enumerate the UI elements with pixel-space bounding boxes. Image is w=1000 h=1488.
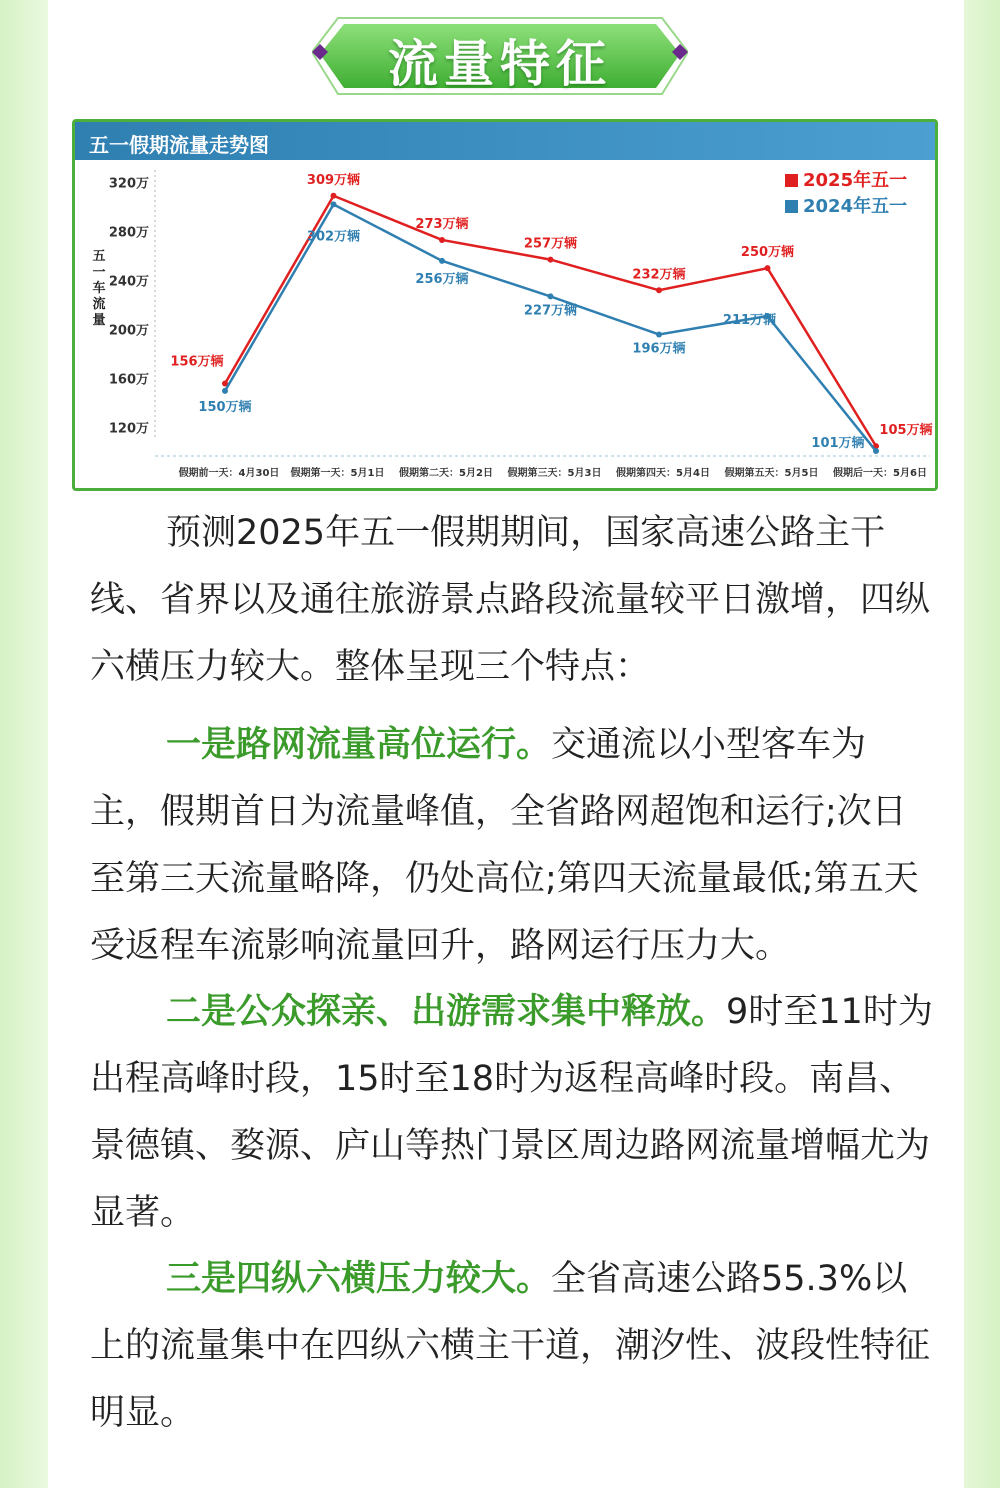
y-axis-label: 流 <box>92 297 106 312</box>
point-3-lead: 三是四纵六横压力较大。 <box>166 1259 552 1299</box>
intro-text: 预测2025年五一假期期间，国家高速公路主干线、省界以及通往旅游景点路段流量较平日激增，四纵六横压力较大。整体呈现三个特点： <box>90 513 931 687</box>
point-1-lead: 一是路网流量高位运行。 <box>166 725 552 765</box>
side-decoration-left <box>0 0 48 1488</box>
legend-swatch <box>785 174 798 187</box>
x-tick-label: 假期第四天：5月4日 <box>616 468 710 479</box>
data-point <box>439 258 445 264</box>
x-tick-label: 假期第三天：5月3日 <box>507 468 602 479</box>
x-tick-label: 假期第一天：5月1日 <box>290 468 385 479</box>
point-1-text: 交通流以小型客车为主，假期首日为流量峰值，全省路网超饱和运行;次日至第三天流量略降，仍处高位;第四天流量最低;第五天受返程车流影响流量回升，路网运行压力大。 <box>90 725 919 966</box>
data-point <box>656 331 662 337</box>
banner-title: 流量特征 <box>388 35 612 93</box>
data-label: 257万辆 <box>523 236 578 252</box>
data-label: 196万辆 <box>632 341 686 357</box>
data-label: 211万辆 <box>722 313 777 329</box>
y-tick-label: 160万 <box>108 372 149 388</box>
data-point <box>656 287 662 293</box>
data-point <box>331 193 337 199</box>
data-label: 273万辆 <box>415 216 469 232</box>
point-2-text: 9时至11时为出程高峰时段，15时至18时为返程高峰时段。南昌、景德镇、婺源、庐山等热门景区周边路网流量增幅尤为显著。 <box>90 992 933 1233</box>
y-tick-label: 120万 <box>108 421 149 437</box>
data-label: 232万辆 <box>632 267 686 283</box>
y-tick-label: 280万 <box>108 225 149 241</box>
y-axis-label: 一 <box>92 265 106 280</box>
line-chart <box>75 160 935 488</box>
chart-title: 五一假期流量走势图 <box>89 133 269 157</box>
data-point <box>873 448 879 454</box>
data-point <box>331 201 337 207</box>
x-tick-label: 假期后一天：5月6日 <box>833 468 927 479</box>
data-label: 150万辆 <box>198 399 252 415</box>
section-banner <box>312 10 688 100</box>
data-label: 227万辆 <box>523 303 578 319</box>
data-point <box>548 293 554 299</box>
x-tick-label: 假期第二天：5月2日 <box>399 468 493 479</box>
y-tick-label: 240万 <box>108 274 149 290</box>
data-point <box>765 265 771 271</box>
data-label: 105万辆 <box>879 423 933 439</box>
y-axis-label: 车 <box>92 281 106 296</box>
x-tick-label: 假期第五天：5月5日 <box>724 468 819 479</box>
y-tick-label: 320万 <box>108 176 149 192</box>
data-point <box>222 388 228 394</box>
data-label: 250万辆 <box>740 245 795 261</box>
point-3-paragraph <box>90 1246 936 1447</box>
x-tick-label: 假期前一天：4月30日 <box>178 468 280 479</box>
chart-header <box>75 122 935 160</box>
data-label: 256万辆 <box>415 271 469 287</box>
intro-paragraph <box>90 500 936 701</box>
point-3-text: 全省高速公路55.3%以上的流量集中在四纵六横主干道，潮汐性、波段性特征明显。 <box>90 1259 931 1433</box>
data-point <box>439 237 445 243</box>
legend-label: 2024年五一 <box>803 196 908 217</box>
chart-card <box>72 119 938 491</box>
legend-label: 2025年五一 <box>803 170 908 191</box>
point-2-paragraph <box>90 979 936 1247</box>
point-2-lead: 二是公众探亲、出游需求集中释放。 <box>166 992 727 1032</box>
data-point <box>548 257 554 263</box>
legend-swatch <box>785 200 798 213</box>
y-axis-label: 五 <box>92 249 106 264</box>
data-label: 309万辆 <box>306 172 361 188</box>
y-axis-label: 量 <box>92 313 106 328</box>
y-tick-label: 200万 <box>108 323 149 339</box>
data-label: 302万辆 <box>306 229 361 245</box>
data-label: 156万辆 <box>170 354 224 370</box>
data-label: 101万辆 <box>811 436 865 452</box>
point-1-paragraph <box>90 712 936 980</box>
